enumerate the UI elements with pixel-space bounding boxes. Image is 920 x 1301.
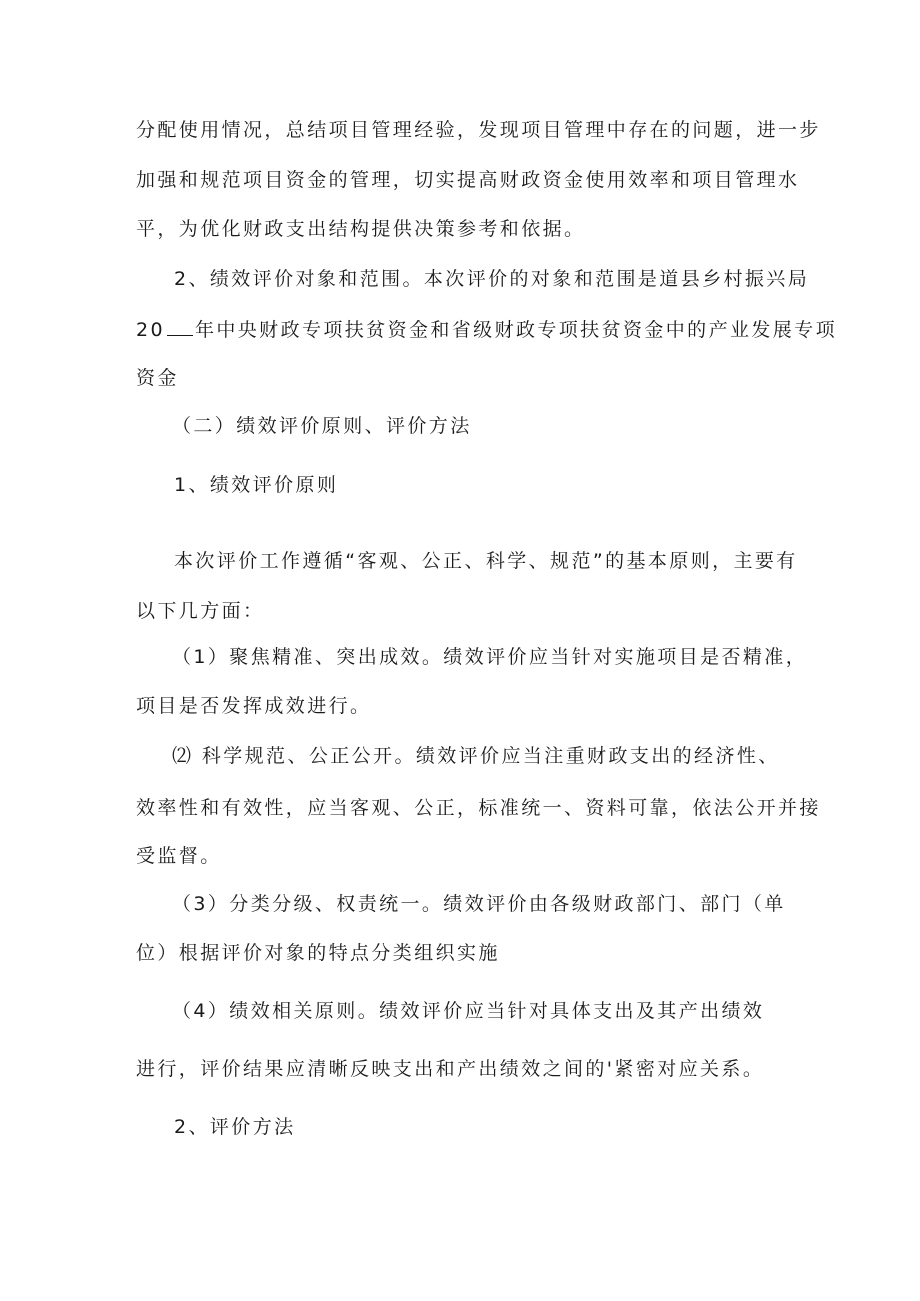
paragraph-line: 位）根据评价对象的特点分类组织实施 [136, 942, 500, 964]
paragraph-line: 资金 [136, 367, 179, 389]
paragraph-line: 项目是否发挥成效进行。 [136, 695, 372, 717]
principle-item-4: （4）绩效相关原则。绩效评价应当针对具体支出及其产出绩效 [172, 1000, 765, 1022]
paragraph-line: 受监督。 [136, 845, 222, 867]
paragraph-line: 分配使用情况，总结项目管理经验，发现项目管理中存在的问题，进一步 [136, 119, 821, 141]
section-heading: （二）绩效评价原则、评价方法 [172, 415, 472, 437]
year-blank [167, 317, 193, 336]
principle-item-1: （1）聚焦精准、突出成效。绩效评价应当针对实施项目是否精准， [172, 646, 808, 668]
subsection-heading: 2、评价方法 [174, 1116, 296, 1138]
principle-item-2: ⑵ 科学规范、公正公开。绩效评价应当注重财政支出的经济性、 [172, 745, 780, 767]
paragraph-line: 平，为优化财政支出结构提供决策参考和依据。 [136, 218, 586, 240]
paragraph-line: 效率性和有效性，应当客观、公正，标准统一、资料可靠，依法公开并接 [136, 797, 821, 819]
paragraph-line: 以下几方面： [136, 600, 265, 622]
paragraph-line: 加强和规范项目资金的管理，切实提高财政资金使用效率和项目管理水 [136, 169, 800, 191]
paragraph-line: 进行，评价结果应清晰反映支出和产出绩效之间的'紧密对应关系。 [136, 1058, 765, 1080]
subsection-heading: 1、绩效评价原则 [174, 474, 339, 496]
principle-item-3: （3）分类分级、权责统一。绩效评价由各级财政部门、部门（单 [172, 893, 786, 915]
year-prefix: 20 [136, 319, 165, 341]
paragraph-text: 年中央财政专项扶贫资金和省级财政专项扶贫资金中的产业发展专项 [194, 319, 837, 341]
section-item-scope: 2、绩效评价对象和范围。本次评价的对象和范围是道县乡村振兴局 [174, 268, 810, 290]
paragraph-line: 本次评价工作遵循“客观、公正、科学、规范”的基本原则，主要有 [174, 550, 798, 572]
paragraph-line [136, 316, 837, 344]
